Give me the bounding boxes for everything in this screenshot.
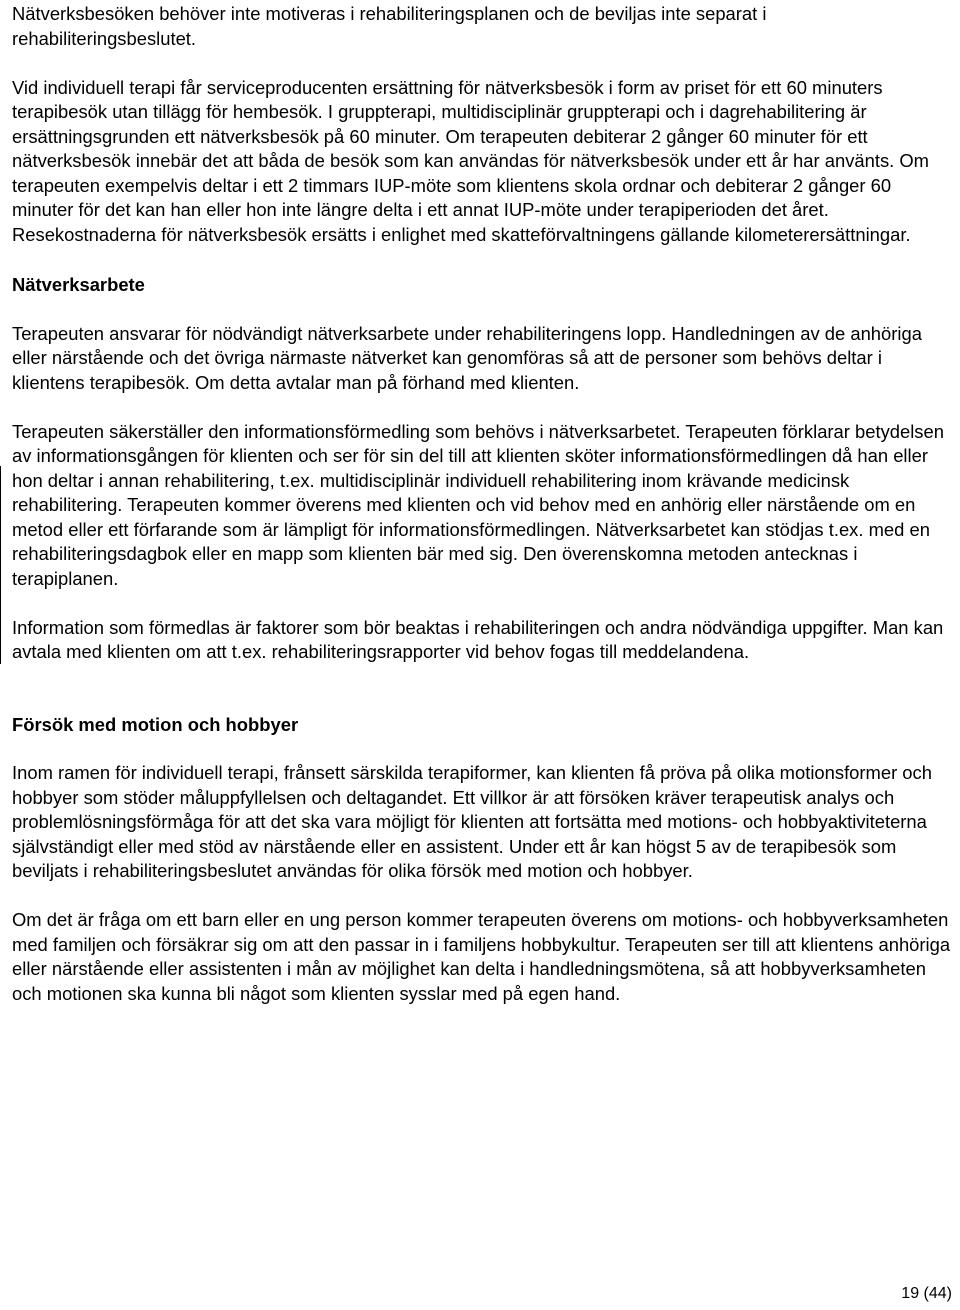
paragraph-information-content: Information som förmedlas är faktorer som bör beaktas i rehabiliteringen och andra nödvändiga uppgifter. Man kan avtala med klienten om att t.ex. rehabiliteringsrapporter vid behov fogas till meddelandena.	[12, 616, 944, 662]
page-number: 19 (44)	[901, 1285, 952, 1302]
paragraph-exercise-trials: Inom ramen för individuell terapi, frånsett särskilda terapiformer, kan klienten få pröva på olika motionsformer och hobbyer som stöder måluppfyllelsen och deltagandet. Ett villkor är att försöken kräver terapeutisk analys och problemlösningsförmåga för att det ska vara möjligt för klienten att fortsätta med motions- och hobbyaktiviteterna självständigt eller med stöd av närstående eller en assistent. Under ett år kan högst 5 av de terapibesök som beviljats i rehabiliteringsbeslutet användas för olika försök med motion och hobbyer.	[12, 762, 932, 881]
change-bar	[0, 466, 1, 664]
paragraph-network-visits-motivation: Nätverksbesöken behöver inte motiveras i rehabiliteringsplanen och de beviljas inte separat i rehabiliteringsbeslutet.	[12, 3, 767, 49]
paragraph-network-work-responsibility: Terapeuten ansvarar för nödvändigt nätverksarbete under rehabiliteringens lopp. Handledningen av de anhöriga eller närstående och det övriga närmaste nätverket kan genomföras så att de personer som behövs deltar i klientens terapibesök. Om detta avtalar man på förhand med klienten.	[12, 322, 922, 393]
heading-exercise-hobbies: Försök med motion och hobbyer	[12, 713, 299, 735]
document-page	[12, 0, 952, 1006]
paragraph-information-transfer: Terapeuten säkerställer den informationsförmedling som behövs i nätverksarbetet. Terapeuten förklarar betydelsen av informationsgången för klienten och ser för sin del till att klienten sköter informationsförmedlingen då han eller hon deltar i annan rehabilitering, t.ex. multidisciplinär individuell rehabilitering inom krävande medicinsk rehabilitering. Terapeuten kommer överens med klienten och vid behov med en anhörig eller närstående om en metod eller ett förfarande som är lämpligt för informationsförmedlingen. Nätverksarbetet kan stödjas t.ex. med en rehabiliteringsdagbok eller en mapp som klienten bär med sig. Den överenskomna metoden antecknas i terapiplanen.	[12, 420, 944, 589]
heading-network-work: Nätverksarbete	[12, 274, 145, 295]
paragraph-children-hobbies: Om det är fråga om ett barn eller en ung person kommer terapeuten överens om motions- och hobbyverksamheten med familjen och försäkrar sig om att den passar in i familjens hobbykultur. Terapeuten ser till att klientens anhöriga eller närstående eller assistenten i mån av möjlighet kan delta i handledningsmötena, så att hobbyverksamheten och motionen ska kunna bli något som klienten sysslar med på egen hand.	[12, 909, 951, 1004]
paragraph-network-visits-compensation: Vid individuell terapi får serviceproducenten ersättning för nätverksbesök i form av priset för ett 60 minuters terapibesök utan tillägg för hembesök. I gruppterapi, multidisciplinär gruppterapi och i dagrehabilitering är ersättningsgrunden ett nätverksbesök på 60 minuter. Om terapeuten debiterar 2 gånger 60 minuter för ett nätverksbesök innebär det att båda de besök som kan användas för nätverksbesök under ett år har använts. Om terapeuten exempelvis deltar i ett 2 timmars IUP-möte som klientens skola ordnar och debiterar 2 gånger 60 minuter för det kan han eller hon inte längre delta i ett annat IUP-möte under terapiperioden det året. Resekostnaderna för nätverksbesök ersätts i enlighet med skatteförvaltningens gällande kilometerersättningar.	[12, 76, 929, 245]
